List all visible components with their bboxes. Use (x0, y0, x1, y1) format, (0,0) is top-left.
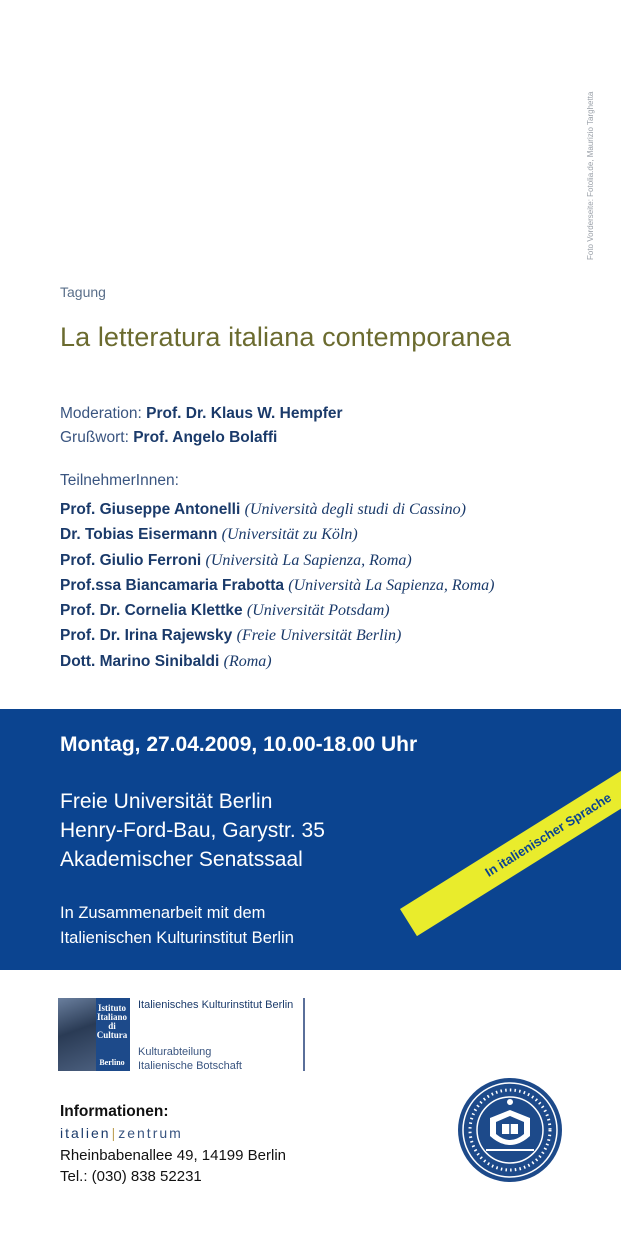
participant-affiliation: (Università degli studi di Cassino) (244, 501, 466, 518)
participant-name: Prof. Giulio Ferroni (60, 551, 202, 569)
participant-affiliation: (Università La Sapienza, Roma) (205, 551, 412, 569)
logo-city: Berlino (99, 1058, 125, 1067)
university-seal-icon (456, 1076, 564, 1184)
list-item (60, 522, 495, 547)
institute-department (138, 1045, 242, 1073)
cooperation-line: In Zusammenarbeit mit dem (60, 904, 266, 922)
participants-list (60, 497, 495, 674)
language-ribbon-label: In italienischer Sprache (482, 789, 614, 880)
list-item (60, 497, 495, 522)
logo-line: di (108, 1021, 116, 1031)
participant-name: Prof. Dr. Cornelia Klettke (60, 602, 243, 620)
list-item (60, 548, 495, 573)
venue-line: Freie Universität Berlin (60, 790, 273, 813)
logo-line: Istituto (97, 1003, 126, 1013)
venue-line: Henry-Ford-Bau, Garystr. 35 (60, 819, 325, 842)
institute-logo (58, 998, 130, 1071)
greeting-value: Prof. Angelo Bolaffi (133, 429, 278, 446)
participant-name: Dott. Marino Sinibaldi (60, 652, 220, 670)
brand-part2: zentrum (118, 1125, 183, 1141)
language-ribbon (400, 734, 621, 936)
participant-affiliation: (Universität zu Köln) (221, 526, 358, 544)
logo-line: Cultura (96, 1030, 128, 1040)
page-title: La letteratura italiana contemporanea (60, 322, 511, 352)
list-item (60, 573, 495, 598)
logo-line: Italiano (96, 1012, 127, 1022)
moderation-value: Prof. Dr. Klaus W. Hempfer (146, 405, 343, 422)
participants-label: TeilnehmerInnen: (60, 472, 179, 489)
address: Rheinbabenallee 49, 14199 Berlin (60, 1147, 287, 1164)
institute-name: Italienisches Kulturinstitut Berlin (138, 999, 294, 1011)
department-line: Italienische Botschaft (138, 1060, 242, 1072)
event-datetime: Montag, 27.04.2009, 10.00-18.00 Uhr (60, 733, 418, 756)
brand-separator: | (111, 1125, 118, 1141)
list-item (60, 623, 495, 648)
moderation-line (60, 402, 343, 426)
moderation-label: Moderation: (60, 405, 142, 422)
event-venue (60, 787, 325, 874)
participant-affiliation: (Università La Sapienza, Roma) (288, 576, 495, 594)
photo-credit: Foto Vorderseite: Fotolia.de, Maurizio Targhetta (586, 91, 595, 260)
info-heading: Informationen: (60, 1103, 169, 1120)
participant-affiliation: (Universität Potsdam) (246, 602, 390, 620)
contact-info (60, 1145, 286, 1187)
logo-wordmark (94, 1004, 130, 1040)
participant-name: Prof. Dr. Irina Rajewsky (60, 627, 233, 645)
participant-affiliation: (Roma) (223, 652, 272, 670)
greeting-line (60, 426, 343, 450)
list-item (60, 649, 495, 674)
phone: Tel.: (030) 838 52231 (60, 1168, 202, 1185)
participant-name: Dr. Tobias Eisermann (60, 526, 218, 544)
divider (303, 998, 305, 1071)
venue-line: Akademischer Senatssaal (60, 848, 303, 871)
participant-name: Prof. Giuseppe Antonelli (60, 501, 241, 518)
participant-affiliation: (Freie Universität Berlin) (236, 627, 402, 645)
event-type: Tagung (60, 284, 106, 300)
brand-part1: italien (60, 1125, 111, 1141)
greeting-label: Grußwort: (60, 429, 129, 446)
list-item (60, 598, 495, 623)
logo-photo (58, 998, 96, 1071)
moderation-block (60, 402, 343, 450)
event-details-band (0, 709, 621, 970)
cooperation-line: Italienischen Kulturinstitut Berlin (60, 929, 294, 947)
italienzentrum-brand (60, 1125, 183, 1141)
participant-name: Prof.ssa Biancamaria Frabotta (60, 576, 284, 594)
cooperation-note (60, 901, 294, 951)
department-line: Kulturabteilung (138, 1046, 212, 1058)
